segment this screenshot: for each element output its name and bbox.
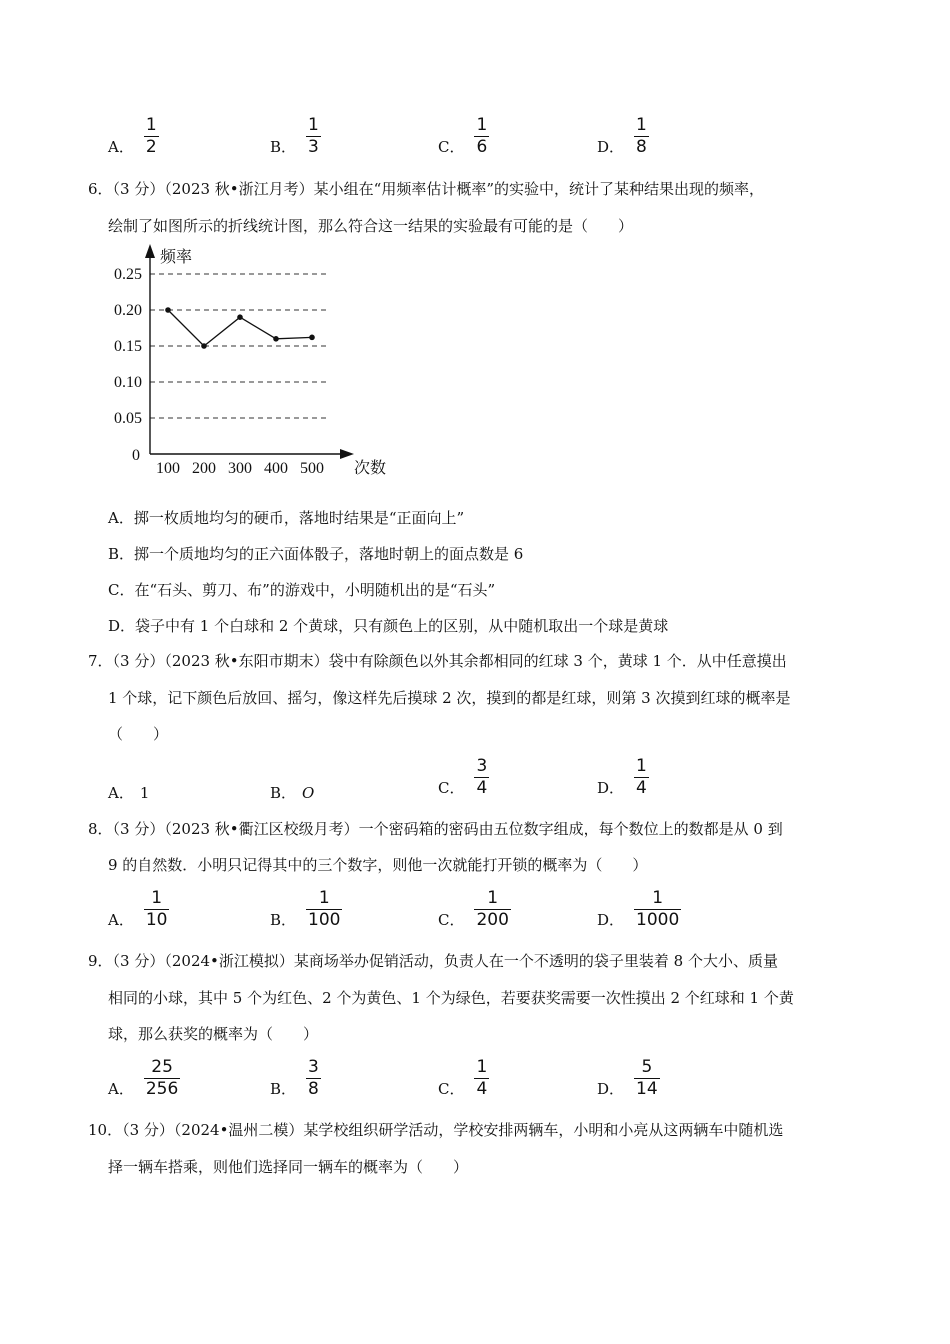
- y-axis-arrow: [145, 244, 155, 258]
- option-label: D．: [597, 138, 625, 156]
- q6-option-d[interactable]: D．袋子中有 1 个白球和 2 个黄球，只有颜色上的区别，从中随机取出一个球是黄球: [108, 617, 669, 635]
- x-tick-label: 100: [156, 460, 180, 477]
- q5-option-c[interactable]: [438, 116, 489, 157]
- data-point: [201, 343, 207, 349]
- option-label: D．: [597, 779, 625, 797]
- data-point: [309, 335, 315, 341]
- fraction: $\frac{1}{4}$: [636, 756, 647, 798]
- fraction: $\frac{1}{4}$: [476, 1057, 488, 1099]
- q8-option-d[interactable]: [597, 889, 681, 930]
- q7-option-a[interactable]: [108, 783, 149, 803]
- frequency-line-chart: [96, 240, 396, 480]
- fraction: $\frac{3}{8}$: [308, 1057, 319, 1099]
- q8-option-a[interactable]: [108, 889, 169, 930]
- q7-option-d[interactable]: [597, 757, 649, 798]
- option-label: C．: [438, 138, 465, 156]
- option-label: C．: [438, 779, 465, 797]
- option-label: D．: [597, 1080, 625, 1098]
- q6-option-c[interactable]: C．在“石头、剪刀、布”的游戏中，小明随机出的是“石头”: [108, 581, 496, 599]
- fraction: $\frac{3}{4}$: [476, 756, 488, 798]
- x-tick-label: 300: [228, 460, 252, 477]
- x-axis-arrow: [340, 449, 354, 459]
- x-axis-label: 次数: [354, 460, 387, 477]
- data-point: [237, 314, 243, 320]
- q5-option-d[interactable]: [597, 116, 649, 157]
- option-value: O: [302, 784, 315, 802]
- x-tick-label: 400: [264, 460, 288, 477]
- x-tick-label: 200: [192, 460, 216, 477]
- q7-option-c[interactable]: [438, 757, 489, 798]
- option-label: B．: [270, 1080, 297, 1098]
- y-tick-label: 0.20: [114, 302, 142, 319]
- q9-stem-line-2: 相同的小球，其中 5 个为红色、2 个为黄色、1 个为绿色，若要获奖需要一次性摸出 2 个红球和 1 个黄: [108, 989, 794, 1007]
- option-label: D．: [597, 911, 625, 929]
- fraction: $\frac{25}{256}$: [145, 1057, 179, 1099]
- q9-stem-line-1: 9．（3 分）（2024•浙江模拟）某商场举办促销活动，负责人在一个不透明的袋子里装着 8 个大小、质量: [88, 952, 778, 970]
- fraction: $\frac{1}{6}$: [476, 115, 488, 157]
- y-tick-label: 0.10: [114, 374, 142, 391]
- option-label: B．: [270, 911, 297, 929]
- y-tick-label: 0.05: [114, 410, 142, 427]
- q8-option-b[interactable]: [270, 889, 342, 930]
- option-label: A．: [108, 138, 134, 156]
- option-label: B．: [270, 784, 297, 802]
- data-point: [165, 307, 171, 313]
- q8-stem-line-2: 9 的自然数．小明只记得其中的三个数字，则他一次就能打开锁的概率为（ ）: [108, 856, 648, 874]
- y-tick-label: 0.25: [114, 266, 142, 283]
- option-label: A．: [108, 784, 134, 802]
- q8-option-c[interactable]: [438, 889, 511, 930]
- fraction: $\frac{1}{2}$: [145, 115, 157, 157]
- x-tick-label: 500: [300, 460, 324, 477]
- q7-stem-line-2: 1 个球，记下颜色后放回、摇匀，像这样先后摸球 2 次，摸到的都是红球，则第 3 次摸到红球的概率是: [108, 689, 791, 707]
- option-label: A．: [108, 911, 134, 929]
- q8-stem-line-1: 8．（3 分）（2023 秋•衢江区校级月考）一个密码箱的密码由五位数字组成，每个数位上的数都是从 0 到: [88, 820, 783, 838]
- q9-option-d[interactable]: [597, 1058, 660, 1099]
- q9-option-c[interactable]: [438, 1058, 489, 1099]
- option-label: B．: [270, 138, 297, 156]
- q9-stem-line-3: 球，那么获奖的概率为（ ）: [108, 1025, 319, 1043]
- q6-stem-line-2: 绘制了如图所示的折线统计图，那么符合这一结果的实验最有可能的是（ ）: [108, 217, 634, 235]
- q10-stem-line-2: 择一辆车搭乘，则他们选择同一辆车的概率为（ ）: [108, 1158, 469, 1176]
- q7-stem-line-3: （ ）: [108, 725, 169, 743]
- option-value: 1: [139, 784, 150, 802]
- y-tick-label: 0.15: [114, 338, 142, 355]
- fraction: $\frac{1}{10}$: [145, 888, 168, 930]
- data-point: [273, 336, 279, 342]
- q9-option-b[interactable]: [270, 1058, 321, 1099]
- fraction: $\frac{1}{3}$: [308, 115, 319, 157]
- option-label: C．: [438, 911, 465, 929]
- q7-option-b[interactable]: [270, 783, 314, 803]
- fraction: $\frac{1}{1000}$: [636, 888, 680, 930]
- q5-option-a[interactable]: [108, 116, 159, 157]
- q6-option-b[interactable]: B．掷一个质地均匀的正六面体骰子，落地时朝上的面点数是 6: [108, 545, 524, 563]
- y-axis-label: 频率: [160, 249, 193, 266]
- origin-label: 0: [132, 447, 140, 464]
- fraction: $\frac{1}{8}$: [636, 115, 647, 157]
- q9-option-a[interactable]: [108, 1058, 180, 1099]
- q6-option-a[interactable]: A．掷一枚质地均匀的硬币，落地时结果是“正面向上”: [108, 509, 465, 527]
- option-label: C．: [438, 1080, 465, 1098]
- fraction: $\frac{5}{14}$: [636, 1057, 658, 1099]
- fraction: $\frac{1}{200}$: [476, 888, 509, 930]
- fraction: $\frac{1}{100}$: [308, 888, 341, 930]
- q5-option-b[interactable]: [270, 116, 321, 157]
- q7-stem-line-1: 7．（3 分）（2023 秋•东阳市期末）袋中有除颜色以外其余都相同的红球 3 个，黄球 1 个．从中任意摸出: [88, 652, 787, 670]
- q10-stem-line-1: 10．（3 分）（2024•温州二模）某学校组织研学活动，学校安排两辆车，小明和小亮从这两辆车中随机选: [88, 1121, 784, 1139]
- q6-stem-line-1: 6．（3 分）（2023 秋•浙江月考）某小组在“用频率估计概率”的实验中，统计了某种结果出现的频率，: [88, 180, 764, 198]
- option-label: A．: [108, 1080, 134, 1098]
